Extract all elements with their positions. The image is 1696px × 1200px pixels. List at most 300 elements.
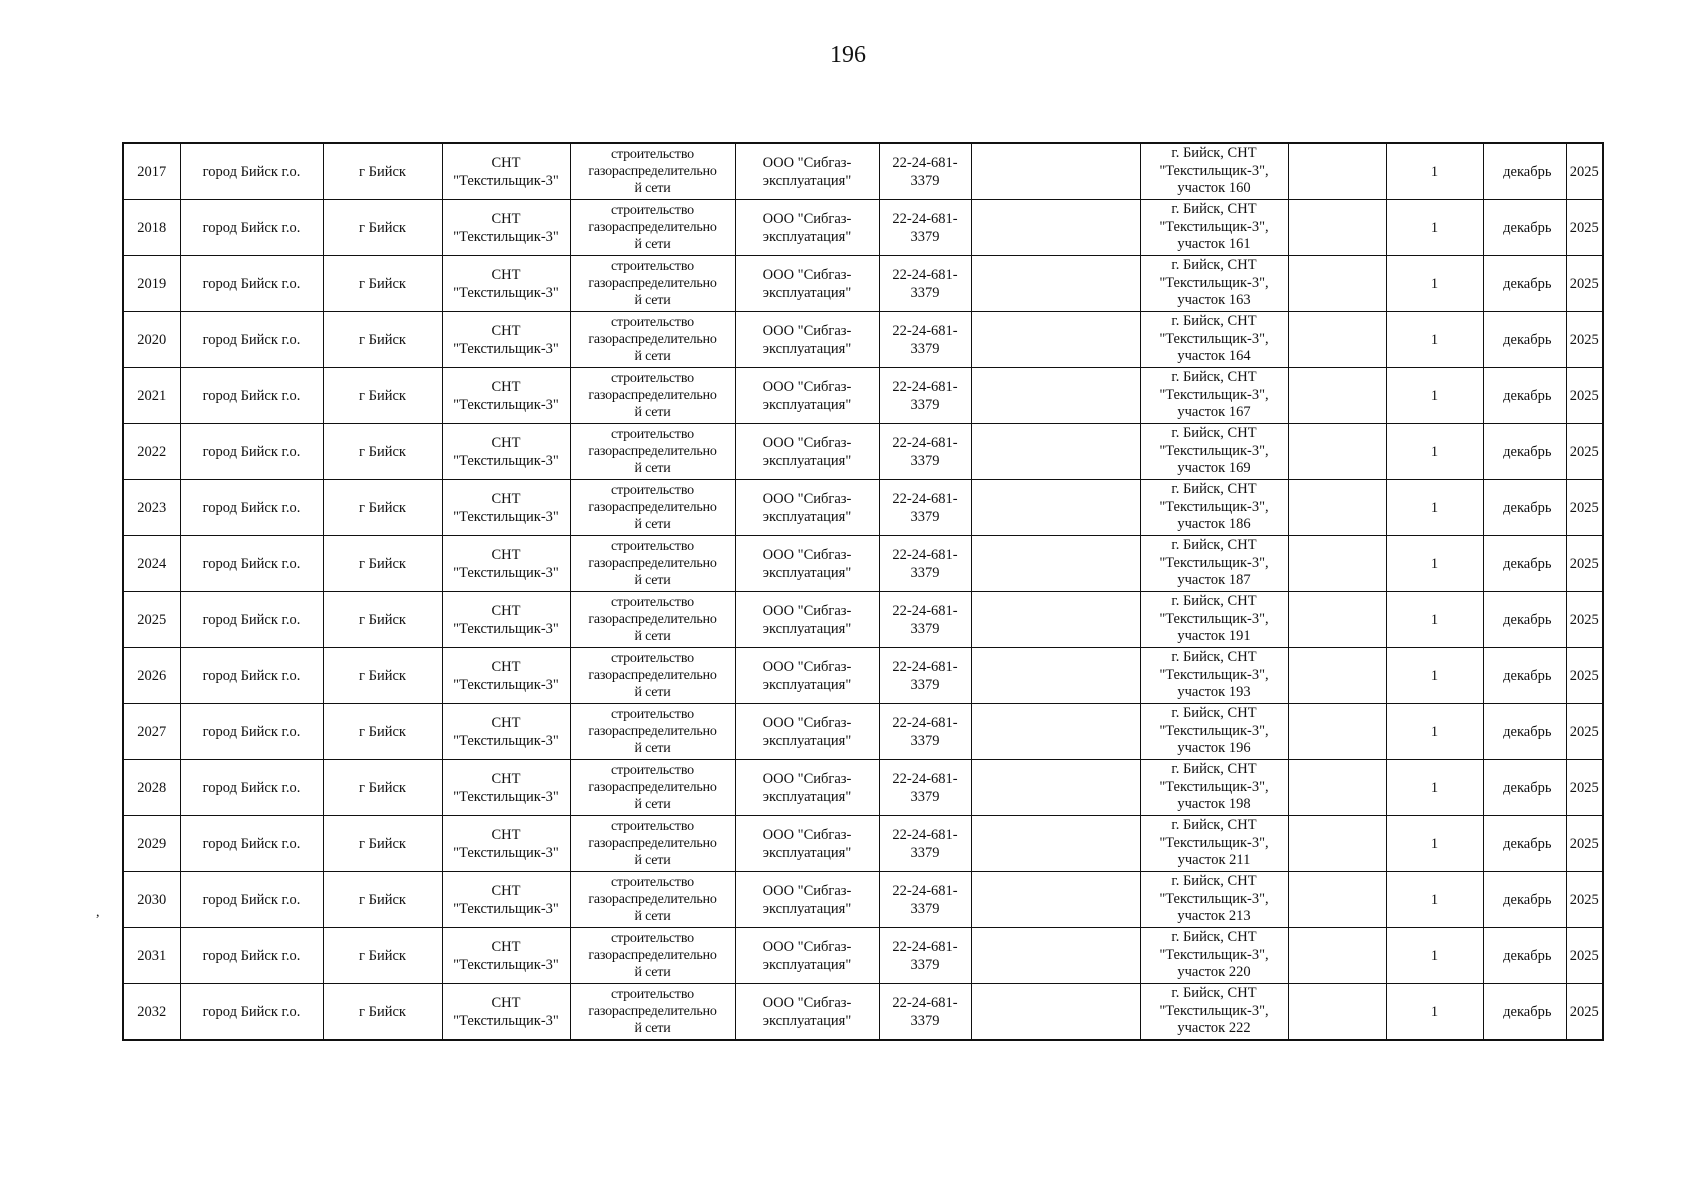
cell-code-line: 22-24-681- (892, 378, 958, 395)
cell-address-line: "Текстильщик-3", (1159, 778, 1269, 795)
cell-snt-line: СНТ (491, 322, 521, 339)
cell-number: 2019 (123, 256, 180, 312)
cell-address-line: г. Бийск, СНТ (1171, 201, 1257, 218)
cell-code-line: 3379 (910, 956, 940, 973)
cell-organization (735, 480, 879, 536)
cell-number: 2022 (123, 424, 180, 480)
cell-snt-line: "Текстильщик-3" (453, 340, 559, 357)
cell-address-line: участок 167 (1177, 404, 1251, 421)
cell-locality: г Бийск (323, 536, 442, 592)
cell-code (879, 312, 971, 368)
cell-purpose-line: газораспределительно (588, 724, 717, 739)
cell-organization (735, 312, 879, 368)
cell-address-line: участок 163 (1177, 292, 1251, 309)
cell-purpose (570, 760, 735, 816)
cell-organization-line: эксплуатация" (762, 284, 852, 301)
cell-purpose-line: строительство (611, 147, 694, 162)
cell-month: декабрь (1483, 256, 1566, 312)
cell-purpose-line: строительство (611, 931, 694, 946)
cell-address (1140, 480, 1288, 536)
cell-purpose-line: й сети (634, 965, 671, 980)
cell-purpose-line: газораспределительно (588, 220, 717, 235)
cell-number: 2028 (123, 760, 180, 816)
cell-organization (735, 256, 879, 312)
cell-snt (442, 816, 570, 872)
cell-number: 2021 (123, 368, 180, 424)
cell-blank (971, 424, 1140, 480)
table-row (123, 200, 1603, 256)
cell-locality: г Бийск (323, 872, 442, 928)
cell-number: 2032 (123, 984, 180, 1041)
cell-address-line: "Текстильщик-3", (1159, 1002, 1269, 1019)
cell-district: город Бийск г.о. (180, 928, 323, 984)
cell-organization (735, 816, 879, 872)
table-row (123, 143, 1603, 200)
cell-code-line: 3379 (910, 172, 940, 189)
cell-organization (735, 368, 879, 424)
cell-number: 2024 (123, 536, 180, 592)
table-row (123, 872, 1603, 928)
cell-quantity: 1 (1386, 368, 1483, 424)
cell-code (879, 984, 971, 1041)
cell-month: декабрь (1483, 760, 1566, 816)
cell-blank (971, 928, 1140, 984)
cell-snt-line: СНТ (491, 602, 521, 619)
cell-address-line: г. Бийск, СНТ (1171, 369, 1257, 386)
cell-code (879, 368, 971, 424)
cell-locality: г Бийск (323, 648, 442, 704)
cell-purpose-line: й сети (634, 573, 671, 588)
cell-number: 2027 (123, 704, 180, 760)
cell-quantity: 1 (1386, 480, 1483, 536)
cell-blank (1288, 648, 1386, 704)
cell-snt-line: "Текстильщик-3" (453, 452, 559, 469)
cell-year: 2025 (1566, 704, 1603, 760)
cell-snt-line: СНТ (491, 994, 521, 1011)
table-row (123, 312, 1603, 368)
cell-snt-line: СНТ (491, 938, 521, 955)
cell-blank (971, 256, 1140, 312)
cell-code (879, 200, 971, 256)
table-row (123, 760, 1603, 816)
cell-snt (442, 480, 570, 536)
cell-address-line: "Текстильщик-3", (1159, 330, 1269, 347)
cell-blank (1288, 256, 1386, 312)
cell-purpose (570, 648, 735, 704)
cell-purpose-line: й сети (634, 237, 671, 252)
table-row (123, 536, 1603, 592)
cell-snt-line: СНТ (491, 658, 521, 675)
cell-address-line: г. Бийск, СНТ (1171, 817, 1257, 834)
cell-address-line: "Текстильщик-3", (1159, 162, 1269, 179)
cell-address-line: участок 222 (1177, 1020, 1251, 1037)
cell-address-line: участок 191 (1177, 628, 1251, 645)
cell-purpose (570, 312, 735, 368)
cell-code-line: 22-24-681- (892, 434, 958, 451)
cell-purpose-line: й сети (634, 1021, 671, 1036)
cell-purpose-line: строительство (611, 595, 694, 610)
cell-month: декабрь (1483, 424, 1566, 480)
cell-organization-line: эксплуатация" (762, 564, 852, 581)
cell-purpose (570, 143, 735, 200)
cell-quantity: 1 (1386, 592, 1483, 648)
cell-address (1140, 760, 1288, 816)
cell-organization-line: ООО "Сибгаз- (762, 658, 852, 675)
cell-code (879, 648, 971, 704)
cell-code-line: 22-24-681- (892, 210, 958, 227)
cell-purpose-line: й сети (634, 461, 671, 476)
cell-purpose-line: газораспределительно (588, 668, 717, 683)
cell-organization-line: ООО "Сибгаз- (762, 378, 852, 395)
cell-number: 2031 (123, 928, 180, 984)
cell-year: 2025 (1566, 480, 1603, 536)
cell-purpose-line: газораспределительно (588, 780, 717, 795)
cell-code (879, 480, 971, 536)
cell-locality: г Бийск (323, 312, 442, 368)
cell-address-line: г. Бийск, СНТ (1171, 537, 1257, 554)
cell-locality: г Бийск (323, 424, 442, 480)
cell-year: 2025 (1566, 200, 1603, 256)
cell-district: город Бийск г.о. (180, 143, 323, 200)
cell-organization (735, 648, 879, 704)
cell-organization-line: ООО "Сибгаз- (762, 434, 852, 451)
cell-year: 2025 (1566, 592, 1603, 648)
cell-locality: г Бийск (323, 480, 442, 536)
cell-purpose (570, 704, 735, 760)
cell-snt (442, 928, 570, 984)
cell-month: декабрь (1483, 536, 1566, 592)
cell-address-line: г. Бийск, СНТ (1171, 705, 1257, 722)
cell-organization-line: эксплуатация" (762, 732, 852, 749)
cell-snt (442, 648, 570, 704)
cell-code (879, 872, 971, 928)
cell-month: декабрь (1483, 480, 1566, 536)
cell-purpose-line: газораспределительно (588, 836, 717, 851)
cell-district: город Бийск г.о. (180, 872, 323, 928)
cell-code-line: 22-24-681- (892, 266, 958, 283)
cell-purpose-line: й сети (634, 797, 671, 812)
cell-address-line: "Текстильщик-3", (1159, 890, 1269, 907)
cell-organization (735, 704, 879, 760)
cell-purpose (570, 872, 735, 928)
cell-purpose-line: газораспределительно (588, 892, 717, 907)
cell-quantity: 1 (1386, 200, 1483, 256)
cell-district: город Бийск г.о. (180, 760, 323, 816)
cell-locality: г Бийск (323, 143, 442, 200)
cell-snt-line: СНТ (491, 882, 521, 899)
cell-quantity: 1 (1386, 872, 1483, 928)
cell-purpose (570, 928, 735, 984)
cell-purpose-line: й сети (634, 629, 671, 644)
cell-organization-line: ООО "Сибгаз- (762, 602, 852, 619)
cell-year: 2025 (1566, 984, 1603, 1041)
cell-code-line: 3379 (910, 452, 940, 469)
cell-address (1140, 928, 1288, 984)
cell-address-line: участок 198 (1177, 796, 1251, 813)
cell-snt-line: СНТ (491, 266, 521, 283)
cell-blank (971, 648, 1140, 704)
cell-locality: г Бийск (323, 256, 442, 312)
cell-purpose-line: й сети (634, 685, 671, 700)
cell-purpose-line: газораспределительно (588, 388, 717, 403)
cell-code-line: 3379 (910, 620, 940, 637)
cell-blank (971, 816, 1140, 872)
cell-address-line: г. Бийск, СНТ (1171, 257, 1257, 274)
cell-blank (1288, 200, 1386, 256)
cell-district: город Бийск г.о. (180, 424, 323, 480)
cell-address-line: г. Бийск, СНТ (1171, 761, 1257, 778)
cell-purpose-line: газораспределительно (588, 164, 717, 179)
cell-purpose (570, 200, 735, 256)
cell-snt-line: СНТ (491, 826, 521, 843)
cell-locality: г Бийск (323, 704, 442, 760)
table-row (123, 368, 1603, 424)
cell-snt-line: СНТ (491, 434, 521, 451)
cell-month: декабрь (1483, 984, 1566, 1041)
cell-month: декабрь (1483, 143, 1566, 200)
cell-address-line: "Текстильщик-3", (1159, 946, 1269, 963)
cell-snt (442, 256, 570, 312)
cell-snt (442, 536, 570, 592)
cell-purpose (570, 816, 735, 872)
cell-code-line: 3379 (910, 844, 940, 861)
cell-purpose-line: строительство (611, 875, 694, 890)
cell-snt (442, 760, 570, 816)
cell-purpose (570, 536, 735, 592)
cell-locality: г Бийск (323, 592, 442, 648)
cell-snt-line: СНТ (491, 378, 521, 395)
cell-code-line: 22-24-681- (892, 994, 958, 1011)
cell-address (1140, 143, 1288, 200)
cell-address-line: г. Бийск, СНТ (1171, 425, 1257, 442)
cell-month: декабрь (1483, 872, 1566, 928)
cell-code-line: 22-24-681- (892, 658, 958, 675)
cell-number: 2029 (123, 816, 180, 872)
cell-address-line: участок 220 (1177, 964, 1251, 981)
cell-district: город Бийск г.о. (180, 200, 323, 256)
cell-number: 2018 (123, 200, 180, 256)
cell-code-line: 22-24-681- (892, 826, 958, 843)
cell-snt-line: СНТ (491, 714, 521, 731)
cell-address-line: г. Бийск, СНТ (1171, 985, 1257, 1002)
cell-organization (735, 200, 879, 256)
cell-snt-line: "Текстильщик-3" (453, 844, 559, 861)
cell-code-line: 22-24-681- (892, 154, 958, 171)
cell-blank (1288, 368, 1386, 424)
cell-snt-line: СНТ (491, 154, 521, 171)
cell-locality: г Бийск (323, 200, 442, 256)
table-row (123, 928, 1603, 984)
cell-organization (735, 424, 879, 480)
cell-purpose-line: газораспределительно (588, 1004, 717, 1019)
table-row (123, 816, 1603, 872)
cell-locality: г Бийск (323, 816, 442, 872)
cell-quantity: 1 (1386, 760, 1483, 816)
cell-month: декабрь (1483, 592, 1566, 648)
cell-purpose-line: строительство (611, 427, 694, 442)
cell-locality: г Бийск (323, 928, 442, 984)
cell-district: город Бийск г.о. (180, 984, 323, 1041)
cell-code (879, 816, 971, 872)
cell-month: декабрь (1483, 368, 1566, 424)
cell-blank (1288, 143, 1386, 200)
cell-address-line: г. Бийск, СНТ (1171, 481, 1257, 498)
cell-code-line: 3379 (910, 732, 940, 749)
cell-snt-line: СНТ (491, 770, 521, 787)
cell-year: 2025 (1566, 928, 1603, 984)
cell-code (879, 704, 971, 760)
cell-month: декабрь (1483, 200, 1566, 256)
cell-organization (735, 928, 879, 984)
cell-number: 2025 (123, 592, 180, 648)
cell-purpose-line: газораспределительно (588, 948, 717, 963)
cell-purpose (570, 424, 735, 480)
cell-blank (971, 704, 1140, 760)
cell-quantity: 1 (1386, 984, 1483, 1041)
cell-purpose-line: й сети (634, 349, 671, 364)
cell-organization (735, 760, 879, 816)
cell-organization-line: эксплуатация" (762, 228, 852, 245)
cell-organization-line: эксплуатация" (762, 396, 852, 413)
cell-address (1140, 368, 1288, 424)
table-row (123, 480, 1603, 536)
cell-year: 2025 (1566, 816, 1603, 872)
cell-purpose-line: строительство (611, 203, 694, 218)
cell-purpose-line: газораспределительно (588, 612, 717, 627)
cell-organization-line: ООО "Сибгаз- (762, 714, 852, 731)
table-row (123, 704, 1603, 760)
cell-organization (735, 984, 879, 1041)
cell-organization (735, 872, 879, 928)
cell-organization (735, 536, 879, 592)
cell-organization-line: ООО "Сибгаз- (762, 210, 852, 227)
cell-address-line: г. Бийск, СНТ (1171, 649, 1257, 666)
cell-code-line: 22-24-681- (892, 714, 958, 731)
cell-number: 2023 (123, 480, 180, 536)
cell-blank (971, 200, 1140, 256)
cell-code-line: 3379 (910, 1012, 940, 1029)
cell-address-line: участок 196 (1177, 740, 1251, 757)
cell-organization-line: ООО "Сибгаз- (762, 882, 852, 899)
cell-quantity: 1 (1386, 648, 1483, 704)
cell-code-line: 22-24-681- (892, 602, 958, 619)
cell-purpose-line: строительство (611, 315, 694, 330)
cell-organization-line: эксплуатация" (762, 788, 852, 805)
cell-year: 2025 (1566, 368, 1603, 424)
cell-year: 2025 (1566, 256, 1603, 312)
cell-quantity: 1 (1386, 312, 1483, 368)
cell-code-line: 22-24-681- (892, 490, 958, 507)
cell-organization-line: эксплуатация" (762, 172, 852, 189)
cell-code (879, 928, 971, 984)
cell-organization-line: ООО "Сибгаз- (762, 490, 852, 507)
cell-snt-line: "Текстильщик-3" (453, 676, 559, 693)
cell-purpose (570, 368, 735, 424)
cell-quantity: 1 (1386, 424, 1483, 480)
cell-blank (1288, 760, 1386, 816)
cell-blank (1288, 480, 1386, 536)
cell-code-line: 3379 (910, 340, 940, 357)
cell-address-line: "Текстильщик-3", (1159, 554, 1269, 571)
cell-address (1140, 592, 1288, 648)
cell-district: город Бийск г.о. (180, 312, 323, 368)
cell-address (1140, 200, 1288, 256)
cell-purpose-line: строительство (611, 763, 694, 778)
cell-month: декабрь (1483, 816, 1566, 872)
cell-address-line: г. Бийск, СНТ (1171, 145, 1257, 162)
cell-purpose-line: газораспределительно (588, 444, 717, 459)
cell-purpose-line: строительство (611, 819, 694, 834)
table-row (123, 984, 1603, 1041)
cell-address-line: г. Бийск, СНТ (1171, 593, 1257, 610)
cell-code (879, 592, 971, 648)
cell-organization-line: эксплуатация" (762, 956, 852, 973)
cell-organization-line: эксплуатация" (762, 340, 852, 357)
cell-snt-line: "Текстильщик-3" (453, 1012, 559, 1029)
cell-address-line: "Текстильщик-3", (1159, 834, 1269, 851)
cell-quantity: 1 (1386, 816, 1483, 872)
cell-purpose (570, 984, 735, 1041)
cell-purpose-line: газораспределительно (588, 556, 717, 571)
cell-month: декабрь (1483, 928, 1566, 984)
cell-district: город Бийск г.о. (180, 536, 323, 592)
cell-organization-line: ООО "Сибгаз- (762, 322, 852, 339)
cell-snt-line: СНТ (491, 546, 521, 563)
cell-purpose-line: строительство (611, 371, 694, 386)
cell-quantity: 1 (1386, 256, 1483, 312)
cell-address (1140, 536, 1288, 592)
registry-table (122, 142, 1604, 1041)
cell-organization-line: эксплуатация" (762, 676, 852, 693)
cell-address-line: участок 193 (1177, 684, 1251, 701)
cell-address-line: "Текстильщик-3", (1159, 442, 1269, 459)
cell-address (1140, 872, 1288, 928)
cell-blank (1288, 592, 1386, 648)
cell-district: город Бийск г.о. (180, 480, 323, 536)
cell-snt-line: "Текстильщик-3" (453, 172, 559, 189)
cell-address (1140, 312, 1288, 368)
cell-address-line: г. Бийск, СНТ (1171, 929, 1257, 946)
cell-address-line: участок 161 (1177, 236, 1251, 253)
cell-organization-line: ООО "Сибгаз- (762, 154, 852, 171)
table-row (123, 592, 1603, 648)
cell-blank (971, 872, 1140, 928)
cell-purpose-line: строительство (611, 651, 694, 666)
cell-year: 2025 (1566, 648, 1603, 704)
cell-snt-line: "Текстильщик-3" (453, 564, 559, 581)
cell-month: декабрь (1483, 312, 1566, 368)
cell-snt-line: "Текстильщик-3" (453, 228, 559, 245)
cell-purpose-line: й сети (634, 517, 671, 532)
cell-organization-line: ООО "Сибгаз- (762, 770, 852, 787)
table-row (123, 256, 1603, 312)
cell-quantity: 1 (1386, 143, 1483, 200)
cell-code-line: 3379 (910, 788, 940, 805)
cell-snt-line: СНТ (491, 490, 521, 507)
cell-snt-line: "Текстильщик-3" (453, 956, 559, 973)
cell-snt-line: "Текстильщик-3" (453, 788, 559, 805)
cell-address-line: "Текстильщик-3", (1159, 722, 1269, 739)
cell-snt-line: "Текстильщик-3" (453, 396, 559, 413)
cell-purpose (570, 256, 735, 312)
cell-purpose-line: строительство (611, 707, 694, 722)
cell-address (1140, 704, 1288, 760)
cell-code-line: 3379 (910, 508, 940, 525)
cell-quantity: 1 (1386, 704, 1483, 760)
cell-address-line: "Текстильщик-3", (1159, 498, 1269, 515)
cell-organization (735, 143, 879, 200)
cell-address-line: "Текстильщик-3", (1159, 666, 1269, 683)
